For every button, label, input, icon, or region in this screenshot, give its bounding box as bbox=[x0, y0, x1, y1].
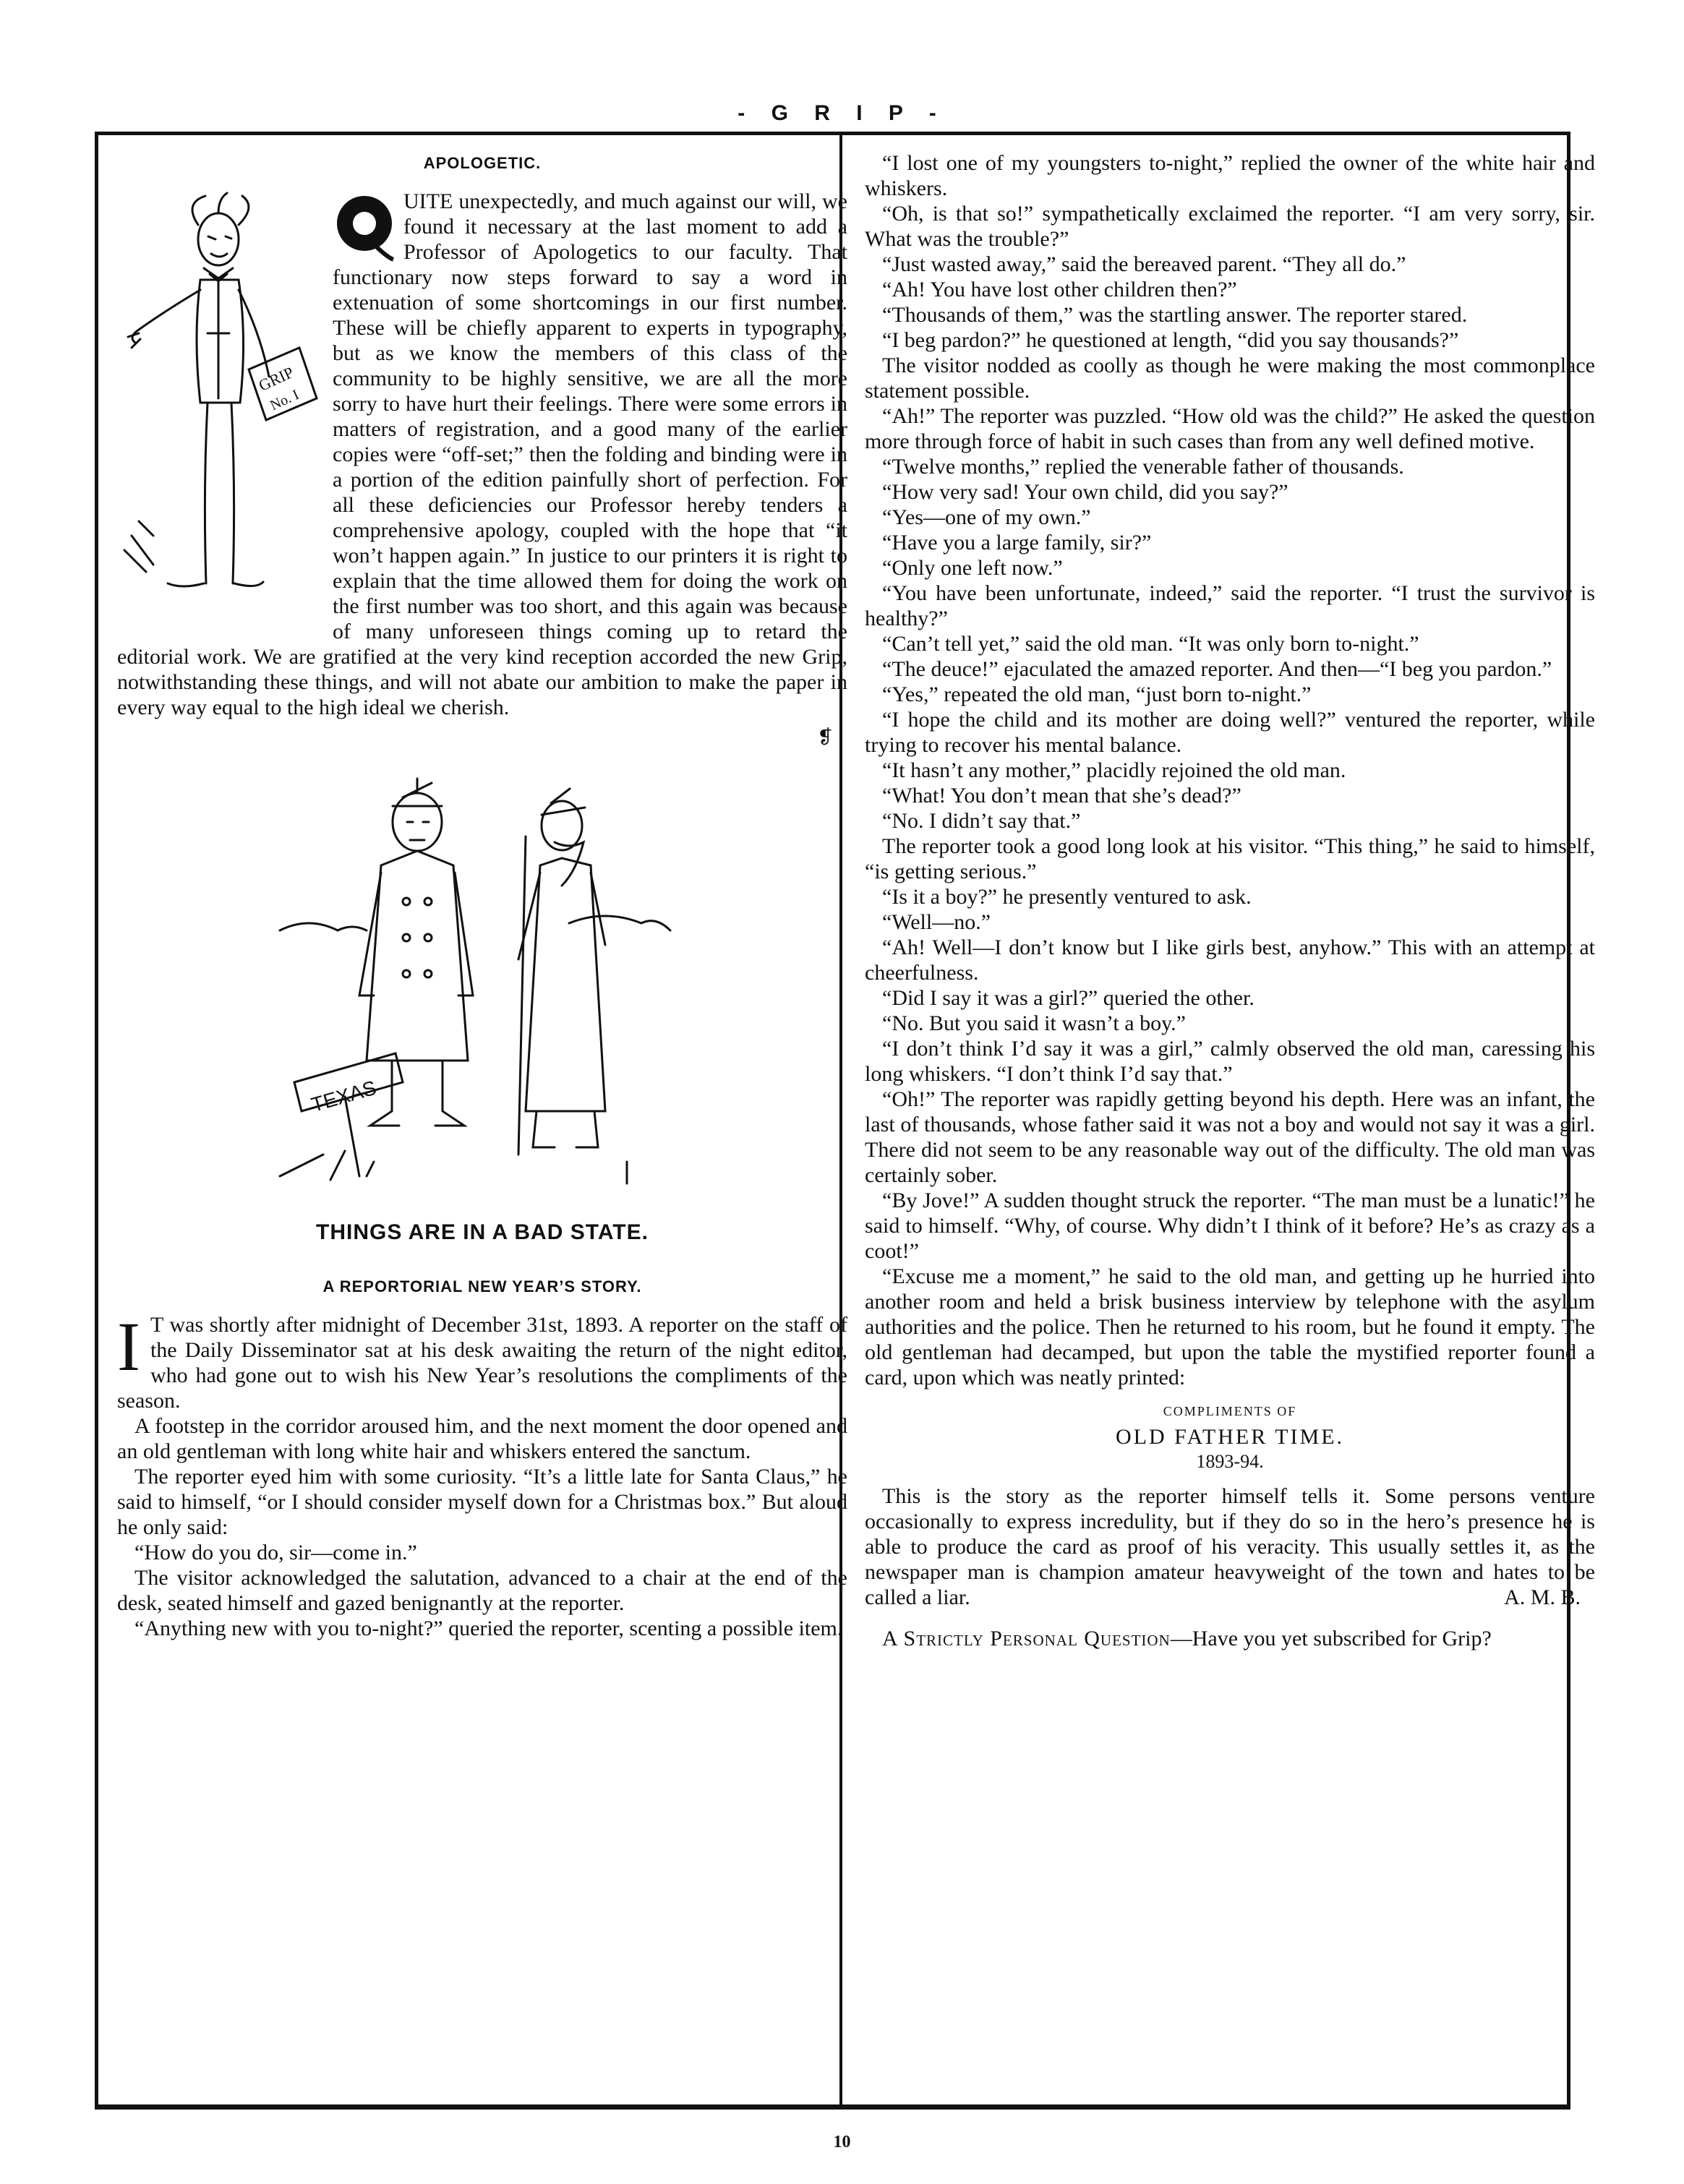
story-paragraph: “The deuce!” ejaculated the amazed reporter. And then—“I beg you pardon.” bbox=[882, 657, 1552, 681]
story-paragraph: “Twelve months,” replied the venerable father of thousands. bbox=[882, 455, 1404, 479]
story-paragraph: “Well—no.” bbox=[882, 910, 991, 934]
story-paragraph: “No. But you said it wasn’t a boy.” bbox=[882, 1011, 1186, 1035]
calling-card bbox=[865, 1399, 1595, 1473]
story-paragraph: “Thousands of them,” was the startling answer. The reporter stared. bbox=[882, 303, 1468, 327]
story-paragraph: “How very sad! Your own child, did you say?” bbox=[882, 480, 1288, 504]
signature: A. M. B. bbox=[1504, 1585, 1581, 1609]
subscription-question bbox=[865, 1626, 1595, 1651]
drop-cap-i: I bbox=[117, 1308, 140, 1385]
story-title: A REPORTORIAL NEW YEAR’S STORY. bbox=[322, 1277, 642, 1296]
story-paragraph: “What! You don’t mean that she’s dead?” bbox=[882, 784, 1241, 808]
story-paragraph: “Excuse me a moment,” he said to the old man, and getting up he hurried into another room and held a brisk business interview by telephone with the asylum authorities and the police. Then he returned to his room, but he found it empty. The old gentleman had decamped, but upon the table the mystified reporter found a card, upon which was neatly printed: bbox=[865, 1264, 1595, 1389]
story-paragraph: “Is it a boy?” he presently ventured to ask. bbox=[882, 885, 1252, 909]
question-label: A Strictly Personal Question bbox=[882, 1627, 1171, 1650]
professor-illustration bbox=[110, 189, 327, 622]
page-number: 10 bbox=[833, 2133, 851, 2151]
story-paragraph: “Oh, is that so!” sympathetically exclaimed the reporter. “I am very sorry, sir. What was the trouble?” bbox=[865, 202, 1595, 251]
story-paragraph: “Ah!” The reporter was puzzled. “How old was the child?” He asked the question more through force of habit in such cases than from any well defined motive. bbox=[865, 404, 1595, 453]
story-paragraph: “Anything new with you to-night?” queried the reporter, scenting a possible item. bbox=[134, 1616, 843, 1640]
story-paragraph: “Just wasted away,” said the bereaved parent. “They all do.” bbox=[882, 252, 1406, 276]
closing-paragraph bbox=[865, 1483, 1595, 1610]
story-paragraph: “Ah! Well—I don’t know but I like girls best, anyhow.” This with an attempt at cheerfulness. bbox=[865, 935, 1595, 985]
story-paragraph: “Ah! You have lost other children then?” bbox=[882, 278, 1237, 301]
left-column bbox=[117, 150, 847, 1641]
story-paragraph: T was shortly after midnight of December 31st, 1893. A reporter on the staff of the Daily Disseminator sat at his desk awaiting the return of the night editor, who had gone out to wish his New Year’s resolutions the compliments of the season. bbox=[117, 1313, 847, 1413]
story-paragraph: A footstep in the corridor aroused him, and the next moment the door opened and an old gentleman with long white hair and whiskers entered the sanctum. bbox=[117, 1414, 847, 1463]
card-line-1: COMPLIMENTS OF bbox=[1163, 1404, 1297, 1418]
apologetic-title: APOLOGETIC. bbox=[423, 154, 542, 172]
story-paragraph: “I don’t think I’d say it was a girl,” calmly observed the old man, caressing his long whiskers. “I don’t think I’d say that.” bbox=[865, 1037, 1595, 1086]
masthead: - G R I P - bbox=[738, 101, 946, 125]
texas-sign-label: TEXAS bbox=[309, 1076, 379, 1116]
story-paragraph: “Did I say it was a girl?” queried the other. bbox=[882, 986, 1255, 1010]
story-paragraph: “Oh!” The reporter was rapidly getting beyond his depth. Here was an infant, the last of thousands, whose father said it was not a boy and would not say it was a girl. There did not seem to be any reasonable way out of the difficulty. The old man was certainly sober. bbox=[865, 1087, 1595, 1187]
card-line-3: 1893-94. bbox=[1196, 1451, 1264, 1472]
story-paragraph: “It hasn’t any mother,” placidly rejoined the old man. bbox=[882, 758, 1346, 782]
story-paragraph: “Only one left now.” bbox=[882, 556, 1063, 580]
story-paragraph: “No. I didn’t say that.” bbox=[882, 809, 1081, 833]
story-paragraph: “You have been unfortunate, indeed,” said the reporter. “I trust the survivor is healthy?” bbox=[865, 581, 1595, 630]
cartoon-caption: THINGS ARE IN A BAD STATE. bbox=[316, 1220, 649, 1244]
svg-text:No. I: No. I bbox=[268, 386, 302, 414]
ornament-icon: ❡ bbox=[817, 727, 833, 748]
story-paragraph: “How do you do, sir—come in.” bbox=[134, 1541, 417, 1564]
story-paragraph: “Can’t tell yet,” said the old man. “It was only born to-night.” bbox=[882, 632, 1419, 656]
apologetic-body: UITE unexpectedly, and much against our will, we found it necessary at the last moment to add a Professor of Apologetics to our faculty. That functionary now steps forward to say a word in extenuation of some shortcomings in our first number. These will be chiefly apparent to experts in typography, but as we know the members of this class of the community to be highly sensitive, we are all the more sorry to have hurt their feelings. There were some errors in matters of registration, and a good many of the earlier copies were “off-set;” then the folding and binding were in a portion of the edition painfully short of perfection. For all these deficiencies our Professor hereby tenders a comprehensive apology, coupled with the hope that “it won’t happen again.” In justice to our printers it is right to explain that the time allowed them for doing the work on the first number was too short, and this again was because of many unforeseen things coming up to retard the editorial work. We are gratified at the very kind reception accorded the new Grip, notwithstanding these things, and will not abate our ambition to make the paper in every way equal to the high ideal we cherish. bbox=[117, 189, 847, 719]
texas-cartoon bbox=[265, 771, 699, 1212]
closing-text: This is the story as the reporter himself tells it. Some persons venture occasionally to express incredulity, but if they do so in the hero’s presence he is able to produce the card as proof of his veracity. This usually settles it, as the newspaper man is champion amateur heavyweight of the town and hates to be called a liar. bbox=[865, 1484, 1595, 1609]
story-paragraph: The visitor acknowledged the salutation, advanced to a chair at the end of the desk, seated himself and gazed benignantly at the reporter. bbox=[117, 1566, 847, 1615]
story-paragraph: “Have you a large family, sir?” bbox=[882, 531, 1152, 554]
story-paragraph: “I hope the child and its mother are doing well?” ventured the reporter, while trying to recover his mental balance. bbox=[865, 708, 1595, 757]
card-line-2: OLD FATHER TIME. bbox=[1115, 1425, 1345, 1449]
story-paragraph: The reporter eyed him with some curiosity. “It’s a little late for Santa Claus,” he said to himself, “or I should consider myself down for a Christmas box.” But aloud he only said: bbox=[117, 1465, 847, 1539]
right-column bbox=[865, 150, 1595, 1651]
story-paragraph: The visitor nodded as coolly as though he were making the most commonplace statement possible. bbox=[865, 354, 1595, 403]
svg-text:GRIP: GRIP bbox=[255, 363, 296, 395]
story-paragraph: “I lost one of my youngsters to-night,” replied the owner of the white hair and whiskers. bbox=[865, 151, 1595, 200]
story-paragraph: The reporter took a good long look at his visitor. “This thing,” he said to himself, “is getting serious.” bbox=[865, 834, 1595, 883]
story-paragraph: “Yes,” repeated the old man, “just born to-night.” bbox=[882, 682, 1312, 706]
story-paragraph: “Yes—one of my own.” bbox=[882, 505, 1091, 529]
story-paragraph: “By Jove!” A sudden thought struck the reporter. “The man must be a lunatic!” he said to himself. “Why, of course. Why didn’t I think of it before? He’s as crazy as a coot!” bbox=[865, 1189, 1595, 1263]
drop-cap-q-icon bbox=[333, 192, 396, 262]
story-paragraph: “I beg pardon?” he questioned at length, “did you say thousands?” bbox=[882, 328, 1459, 352]
question-text: —Have you yet subscribed for Grip? bbox=[1170, 1627, 1492, 1650]
